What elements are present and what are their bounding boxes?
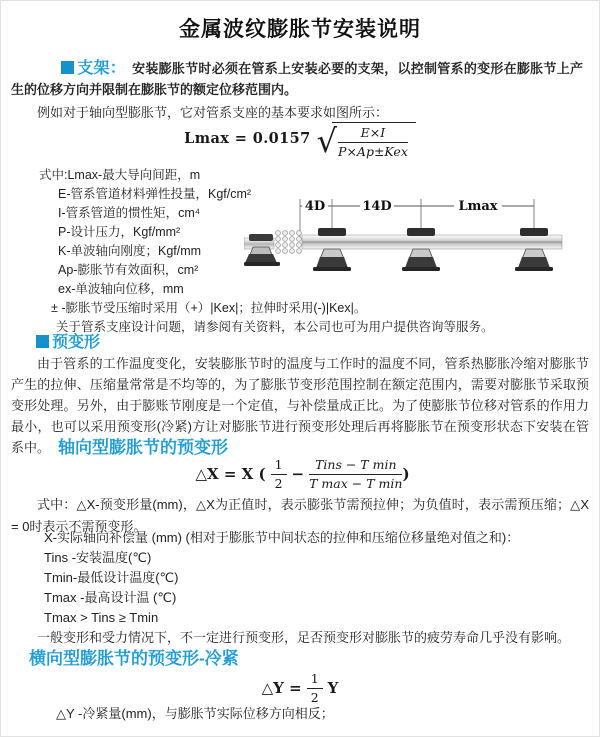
page-title: 金属波纹膨胀节安装说明 [179,18,421,41]
guide-support [515,228,553,271]
half-denominator: 2 [310,689,319,705]
axial-formula-lhs: △X = X ( [195,465,266,484]
temperature-numerator: Tins − T min [309,457,402,475]
definition-line: 式中:Lmax-最大导向间距，m [39,168,201,182]
radical-body [332,122,416,159]
axial-explain-paragraph: 式中：△X-预变形量(mm)，△X为正值时，表示膨张节需预拉伸；为负值时，表示需预压缩；△X = 0时表示不需预变形。 [11,497,589,534]
preset-heading-text: 预变形 [52,334,101,351]
anchor-support [244,234,280,266]
definition-line: P-设计压力，Kgf/mm² [58,225,181,239]
dimension-label-lmax: Lmax [458,199,498,214]
lmax-formula [1,120,599,160]
definition-line: K-单波轴向刚度；Kgf/mm [58,244,202,258]
axial-item: Tmax > Tins ≥ Tmin [44,610,159,625]
support-note: 关于管系支座设计问题，请参阅有关资料，本公司也可为用户提供咨询等服务。 [56,320,494,334]
lateral-subsection-heading: 横向型膨胀节的预变形-冷紧 [29,649,239,668]
guide-support [313,228,351,271]
support-intro-paragraph [11,58,583,100]
dimension-label-14d: 14D [362,199,392,214]
lateral-formula [1,671,599,705]
support-intro-text: 安装膨胀节时必须在管系上安装必要的支架，以控制管系的变形在膨胀节上产生的位移方向并限制在膨胀节的额定位移范围内。 [11,61,583,97]
pipe-support-diagram-svg [244,193,596,289]
lmax-fraction [338,125,408,159]
lmax-formula-lhs: Lmax = 0.0157 [184,130,311,148]
lmax-numerator: E×I [338,125,408,143]
definition-line: Ap-膨胀节有效面积，cm² [58,263,199,277]
axial-item: Tmax -最高设计温 (℃) [44,590,177,605]
axial-items-list [1,528,591,648]
definition-line: ex-单波轴向位移，mm [58,282,184,296]
temperature-fraction [309,457,402,491]
half-fraction [307,671,323,705]
preset-section-heading [36,329,100,352]
half-numerator: 1 [307,671,323,689]
axial-item: Tmin-最低设计温度(℃) [44,570,179,585]
bellows-icon [276,231,302,254]
lateral-note-line: △Y -冷紧量(mm)，与膨胀节实际位移方向相反； [56,706,334,721]
support-section-heading: 支架： [77,60,127,77]
section-bullet-icon [61,61,74,74]
temperature-denominator: T max − T min [309,475,403,491]
support-example-line: 例如对于轴向型膨胀节，它对管系支座的基本要求如图所示： [37,105,389,120]
half-denominator: 2 [274,475,283,491]
axial-formula-rhs: ) [402,465,410,484]
minus-sign: − [291,465,305,484]
half-fraction [271,457,287,491]
radical-sign: √ [316,121,338,160]
definition-line: ± -膨胀节受压缩时采用（+）|Kex|；拉伸时采用(-)|Kex|。 [51,301,367,315]
preset-body-paragraph: 由于管系的工作温度变化，安装膨胀节时的温度与工作时的温度不同，管系热膨胀冷缩对膨胀节产生的拉伸、压缩量常常是不均等的，为了膨胀节变形范围控制在额定范围内，需要对膨胀节采取预变形处理。另外，由于膨账节刚度是一个定值，与补偿量成正比。为了使膨胀节位移对管系的作用力最小，也可以采用预变形(冷紧)方让对膨胀节进行预变形处理后再将膨胀节在预变形状态下安装在管系中。 [11,356,589,455]
definition-line: E-管系管道材料弹性投量，Kgf/cm² [58,187,252,201]
section-bullet-icon [36,335,49,348]
pipe-support-diagram [244,193,596,289]
dimension-label-4d: 4D [304,199,326,214]
axial-formula [1,457,599,491]
axial-item: X-实际轴向补偿量 (mm) (相对于膨胀节中间状态的拉伸和压缩位移量绝对值之和)： [44,530,520,545]
lateral-formula-lhs: △Y = [261,679,302,698]
lateral-formula-rhs: Y [327,679,339,698]
axial-subsection-heading: 轴向型膨胀节的预变形 [58,438,228,457]
axial-item: Tins -安装温度(℃) [44,550,152,565]
axial-item: 一般变形和受力情况下，不一定进行预变形，足否预变形对膨胀节的疲劳寿命几乎没有影响。 [37,630,571,645]
half-numerator: 1 [271,457,287,475]
definition-line: I-管系管道的惯性矩，cm⁴ [58,206,201,220]
guide-support [402,228,440,271]
lmax-denominator: P×Ap±Kex [338,143,408,159]
